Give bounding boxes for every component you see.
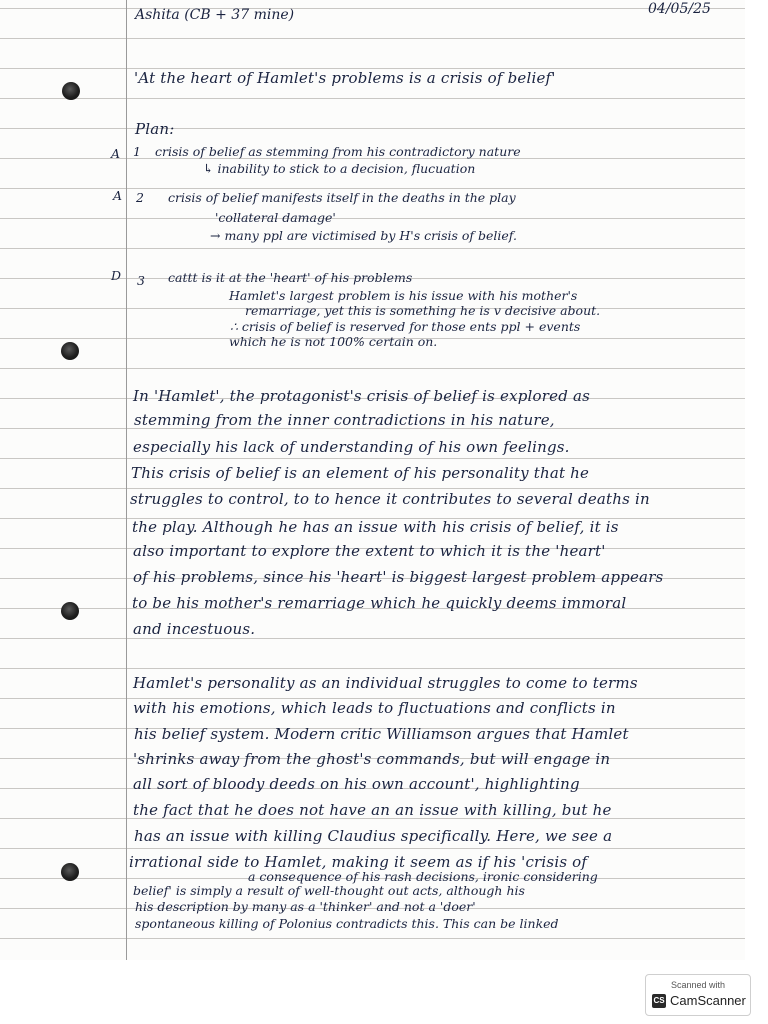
- intro-line: of his problems, since his 'heart' is biggest largest problem appears: [133, 568, 664, 586]
- body-line: irrational side to Hamlet, making it seem as if his 'crisis of: [129, 853, 588, 871]
- camscanner-watermark: [645, 974, 751, 1016]
- plan-heading: Plan:: [135, 120, 175, 138]
- watermark-caption: Scanned with: [670, 980, 726, 990]
- intro-line: to be his mother's remarriage which he quickly deems immoral: [132, 594, 627, 612]
- intro-line: struggles to control, to to hence it contributes to several deaths in: [130, 490, 650, 508]
- margin-line: [126, 0, 127, 960]
- binder-hole: [61, 863, 79, 881]
- intro-line: and incestuous.: [133, 620, 256, 638]
- plan-line: crisis of belief manifests itself in the deaths in the play: [168, 190, 516, 205]
- intro-line: This crisis of belief is an element of his personality that he: [131, 464, 590, 482]
- plan-marker: D: [111, 268, 122, 283]
- binder-hole: [61, 342, 79, 360]
- plan-line: ↳ inability to stick to a decision, flucuation: [203, 161, 476, 176]
- body-line: has an issue with killing Claudius specifically. Here, we see a: [134, 827, 613, 845]
- plan-line: which he is not 100% certain on.: [229, 334, 438, 349]
- author-line: Ashita (CB + 37 mine): [135, 7, 295, 23]
- body-insert-line: a consequence of his rash decisions, ironic considering: [248, 869, 598, 884]
- plan-line: crisis of belief as stemming from his contradictory nature: [155, 144, 521, 159]
- plan-line: ∴ crisis of belief is reserved for those ents ppl + events: [230, 319, 581, 334]
- plan-line: cattt is it at the 'heart' of his problems: [168, 270, 413, 285]
- binder-hole: [62, 82, 80, 100]
- plan-line: → many ppl are victimised by H's crisis of belief.: [210, 228, 517, 243]
- plan-marker: A: [113, 188, 123, 203]
- plan-number: 2: [136, 190, 144, 205]
- body-line: belief' is simply a result of well-thought out acts, although his: [133, 883, 525, 898]
- intro-line: stemming from the inner contradictions in his nature,: [134, 411, 555, 429]
- body-insert-line: his description by many as a 'thinker' and not a 'doer': [135, 899, 476, 914]
- watermark-brand: CamScanner: [670, 993, 746, 1008]
- intro-line: especially his lack of understanding of his own feelings.: [133, 438, 570, 456]
- body-line: all sort of bloody deeds on his own account', highlighting: [133, 775, 580, 793]
- intro-line: also important to explore the extent to which it is the 'heart': [133, 542, 606, 560]
- camscanner-logo-icon: CS: [652, 994, 666, 1008]
- plan-line: Hamlet's largest problem is his issue with his mother's: [229, 288, 578, 303]
- plan-marker: A: [111, 146, 121, 161]
- body-line: spontaneous killing of Polonius contradicts this. This can be linked: [135, 916, 559, 931]
- intro-line: the play. Although he has an issue with his crisis of belief, it is: [132, 518, 619, 536]
- intro-line: In 'Hamlet', the protagonist's crisis of belief is explored as: [133, 387, 591, 405]
- body-line: 'shrinks away from the ghost's commands, but will engage in: [133, 750, 611, 768]
- body-line: the fact that he does not have an an issue with killing, but he: [133, 801, 612, 819]
- plan-number: 1: [133, 144, 141, 159]
- body-line: his belief system. Modern critic Williamson argues that Hamlet: [134, 725, 629, 743]
- plan-line: 'collateral damage': [215, 210, 336, 225]
- date: 04/05/25: [648, 1, 711, 17]
- body-line: with his emotions, which leads to fluctuations and conflicts in: [133, 699, 616, 717]
- essay-question: 'At the heart of Hamlet's problems is a crisis of belief': [134, 69, 556, 87]
- plan-number: 3: [137, 273, 145, 288]
- body-line: Hamlet's personality as an individual struggles to come to terms: [133, 674, 638, 692]
- binder-hole: [61, 602, 79, 620]
- plan-line: remarriage, yet this is something he is v decisive about.: [245, 303, 601, 318]
